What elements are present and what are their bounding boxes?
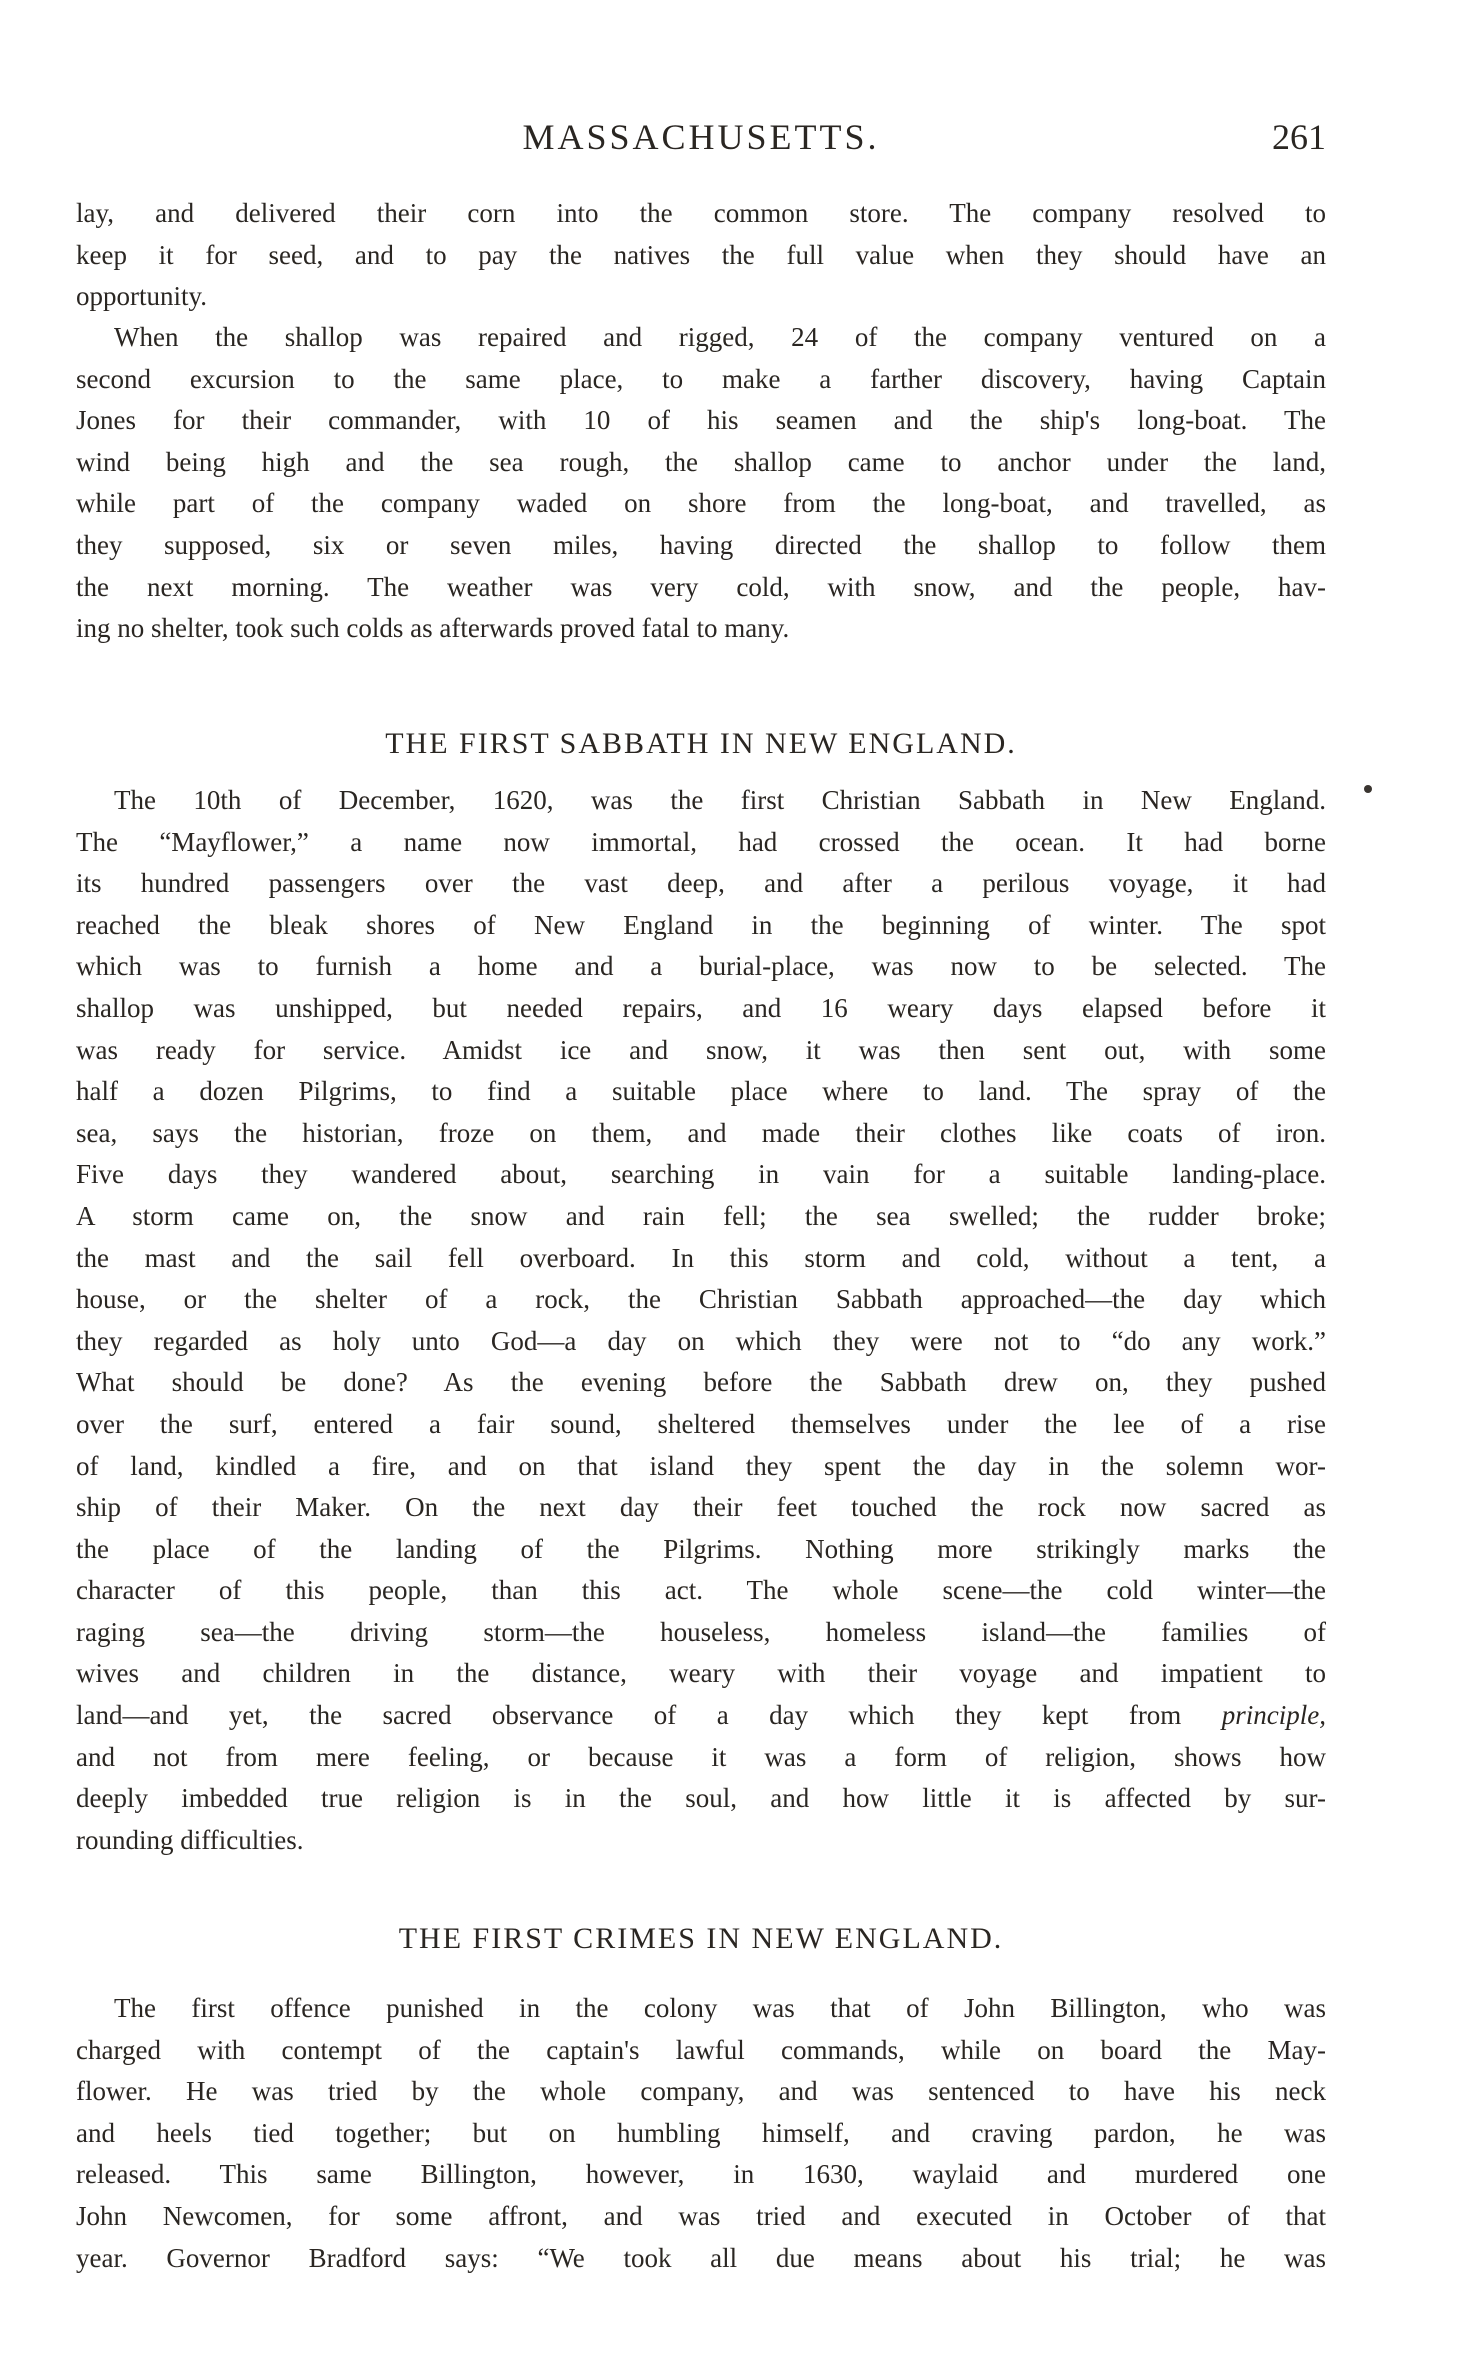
- paragraph-shallop: [76, 317, 1326, 650]
- page-number: 261: [1272, 117, 1326, 157]
- text-line: and heels tied together; but on humbling himself, and craving pardon, he was: [76, 2117, 1326, 2148]
- text-line: they supposed, six or seven miles, having directed the shallop to follow them: [76, 529, 1326, 560]
- book-page: [76, 0, 1326, 2373]
- text-line: charged with contempt of the captain's lawful commands, while on board the May-: [76, 2034, 1326, 2065]
- text-line: released. This same Billington, however, in 1630, waylaid and murdered one: [76, 2159, 1326, 2190]
- text-line: while part of the company waded on shore from the long-boat, and travelled, as: [76, 488, 1326, 519]
- text-line: and not from mere feeling, or because it was a form of religion, shows how: [76, 1741, 1326, 1772]
- paragraph-first-crimes: [76, 1988, 1326, 2279]
- text-line: over the surf, entered a fair sound, sheltered themselves under the lee of a rise: [76, 1408, 1326, 1439]
- text-line: was ready for service. Amidst ice and snow, it was then sent out, with some: [76, 1034, 1326, 1065]
- text-line: house, or the shelter of a rock, the Christian Sabbath approached—the day which: [76, 1284, 1326, 1315]
- text-line: character of this people, than this act. The whole scene—the cold winter—the: [76, 1575, 1326, 1606]
- text-line: rounding difficulties.: [76, 1824, 304, 1855]
- text-line: sea, says the historian, froze on them, and made their clothes like coats of iron.: [76, 1117, 1326, 1148]
- text-line: Five days they wandered about, searching in vain for a suitable landing-place.: [76, 1159, 1326, 1190]
- text-line: they regarded as holy unto God—a day on which they were not to “do any work.”: [76, 1325, 1326, 1356]
- text-line: shallop was unshipped, but needed repairs, and 16 weary days elapsed before it: [76, 992, 1326, 1023]
- text-line: John Newcomen, for some affront, and was tried and executed in October of that: [76, 2200, 1326, 2231]
- text-line: The 10th of December, 1620, was the first Christian Sabbath in New England.: [114, 785, 1326, 815]
- text-line: the mast and the sail fell overboard. In this storm and cold, without a tent, a: [76, 1242, 1326, 1273]
- text-line: lay, and delivered their corn into the common store. The company resolved to: [76, 198, 1326, 228]
- paragraph-first-sabbath: [76, 780, 1326, 1861]
- text-line: flower. He was tried by the whole company, and was sentenced to have his neck: [76, 2076, 1326, 2107]
- text-line: The “Mayflower,” a name now immortal, had crossed the ocean. It had borne: [76, 826, 1326, 857]
- text-line: What should be done? As the evening before the Sabbath drew on, they pushed: [76, 1367, 1326, 1398]
- text-line: deeply imbedded true religion is in the soul, and how little it is affected by sur-: [76, 1783, 1326, 1814]
- text-line: second excursion to the same place, to make a farther discovery, having Captain: [76, 363, 1326, 394]
- text-line: raging sea—the driving storm—the houseless, homeless island—the families of: [76, 1616, 1326, 1647]
- text-line: reached the bleak shores of New England in the beginning of winter. The spot: [76, 909, 1326, 940]
- text-line: The first offence punished in the colony was that of John Billington, who was: [114, 1993, 1326, 2023]
- margin-mark: [1364, 785, 1372, 793]
- text-line: the place of the landing of the Pilgrims. Nothing more strikingly marks the: [76, 1533, 1326, 1564]
- paragraph-continuation: [76, 193, 1326, 318]
- text-line: of land, kindled a fire, and on that island they spent the day in the solemn wor-: [76, 1450, 1326, 1481]
- section-heading-first-crimes: THE FIRST CRIMES IN NEW ENGLAND.: [398, 1922, 1004, 1955]
- text-line: Jones for their commander, with 10 of his seamen and the ship's long-boat. The: [76, 405, 1326, 436]
- text-line: the next morning. The weather was very cold, with snow, and the people, hav-: [76, 571, 1326, 602]
- text-line: wind being high and the sea rough, the shallop came to anchor under the land,: [76, 446, 1326, 477]
- text-line: ing no shelter, took such colds as afterwards proved fatal to many.: [76, 613, 790, 644]
- text-line: keep it for seed, and to pay the natives the full value when they should have an: [76, 239, 1326, 270]
- section-heading-first-sabbath: THE FIRST SABBATH IN NEW ENGLAND.: [385, 727, 1017, 760]
- text-line: year. Governor Bradford says: “We took all due means about his trial; he was: [76, 2242, 1326, 2273]
- italic-word: principle,: [1221, 1700, 1326, 1731]
- text-line: opportunity.: [76, 281, 207, 312]
- text-line: which was to furnish a home and a burial-place, was now to be selected. The: [76, 951, 1326, 982]
- text-line: wives and children in the distance, weary with their voyage and impatient to: [76, 1658, 1326, 1689]
- text-line: half a dozen Pilgrims, to find a suitable place where to land. The spray of the: [76, 1076, 1326, 1107]
- text-line: A storm came on, the snow and rain fell; the sea swelled; the rudder broke;: [76, 1200, 1326, 1231]
- running-title: MASSACHUSETTS.: [522, 117, 880, 157]
- text-segment: land—and yet, the sacred observance of a day which they kept from: [76, 1700, 1222, 1731]
- text-line: When the shallop was repaired and rigged, 24 of the company ventured on a: [114, 322, 1326, 352]
- running-head: [76, 112, 1326, 162]
- text-line-with-italic: [76, 1695, 1326, 1737]
- text-line: ship of their Maker. On the next day their feet touched the rock now sacred as: [76, 1492, 1326, 1523]
- text-line: its hundred passengers over the vast deep, and after a perilous voyage, it had: [76, 868, 1326, 899]
